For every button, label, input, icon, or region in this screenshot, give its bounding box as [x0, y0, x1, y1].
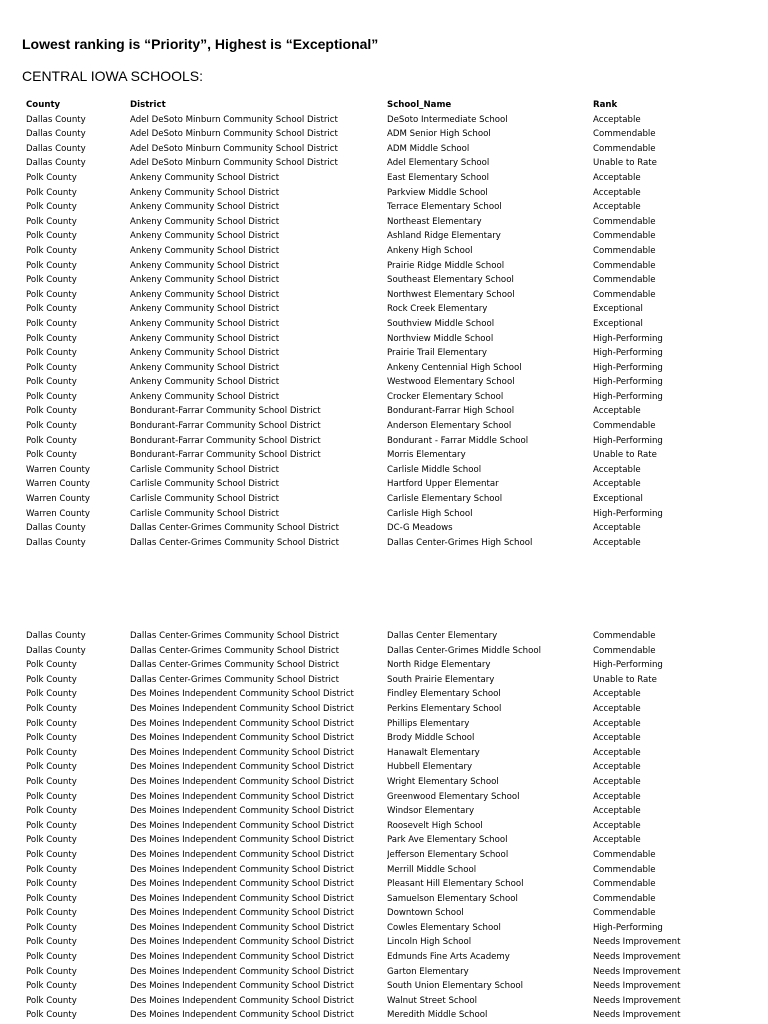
cell-rank: High-Performing — [593, 333, 663, 344]
cell-rank: Acceptable — [593, 187, 641, 198]
cell-district: Des Moines Independent Community School District — [130, 718, 354, 729]
page-subtitle: CENTRAL IOWA SCHOOLS: — [22, 68, 203, 84]
table-header-row — [0, 98, 768, 113]
table-row — [0, 848, 768, 863]
cell-district: Ankeny Community School District — [130, 275, 280, 286]
cell-rank: High-Performing — [593, 362, 663, 373]
table-row — [0, 463, 768, 478]
table-row — [0, 935, 768, 950]
cell-district: Dallas Center-Grimes Community School District — [130, 645, 339, 656]
table-row — [0, 492, 768, 507]
cell-rank: High-Performing — [593, 391, 663, 402]
cell-school-name: Jefferson Elementary School — [387, 849, 509, 860]
cell-district: Ankeny Community School District — [130, 318, 280, 329]
cell-county: Polk County — [26, 289, 77, 300]
table-row — [0, 702, 768, 717]
cell-county: Polk County — [26, 275, 77, 286]
column-header-county: County — [26, 100, 61, 110]
table-row — [0, 142, 768, 157]
cell-district: Adel DeSoto Minburn Community School District — [130, 129, 338, 140]
cell-rank: Acceptable — [593, 718, 641, 729]
cell-district: Bondurant-Farrar Community School District — [130, 450, 321, 461]
table-row — [0, 346, 768, 361]
cell-rank: High-Performing — [593, 922, 663, 933]
cell-rank: Acceptable — [593, 747, 641, 758]
table-row — [0, 390, 768, 405]
table-row — [0, 332, 768, 347]
cell-rank: High-Performing — [593, 508, 663, 519]
cell-rank: Needs Improvement — [593, 937, 681, 948]
cell-county: Polk County — [26, 450, 77, 461]
cell-county: Dallas County — [26, 129, 86, 140]
table-row — [0, 127, 768, 142]
cell-district: Adel DeSoto Minburn Community School District — [130, 158, 338, 169]
cell-county: Polk County — [26, 187, 77, 198]
table-row — [0, 361, 768, 376]
cell-district: Ankeny Community School District — [130, 216, 280, 227]
cell-rank: Acceptable — [593, 464, 641, 475]
table-row — [0, 833, 768, 848]
cell-rank: Acceptable — [593, 114, 641, 125]
cell-county: Polk County — [26, 966, 77, 977]
cell-county: Polk County — [26, 835, 77, 846]
cell-school-name: Crocker Elementary School — [387, 391, 504, 402]
cell-district: Des Moines Independent Community School District — [130, 703, 354, 714]
cell-county: Polk County — [26, 776, 77, 787]
cell-county: Polk County — [26, 435, 77, 446]
cell-school-name: Samuelson Elementary School — [387, 893, 518, 904]
table-row — [0, 658, 768, 673]
table-row — [0, 965, 768, 980]
cell-school-name: Ankeny Centennial High School — [387, 362, 522, 373]
cell-district: Ankeny Community School District — [130, 231, 280, 242]
cell-rank: Commendable — [593, 275, 656, 286]
cell-rank: Needs Improvement — [593, 966, 681, 977]
cell-school-name: Findley Elementary School — [387, 689, 501, 700]
cell-school-name: South Prairie Elementary — [387, 674, 495, 685]
cell-district: Ankeny Community School District — [130, 289, 280, 300]
table-row — [0, 215, 768, 230]
cell-district: Carlisle Community School District — [130, 494, 280, 505]
table-row — [0, 775, 768, 790]
cell-district: Ankeny Community School District — [130, 304, 280, 315]
cell-rank: Commendable — [593, 260, 656, 271]
table-row — [0, 746, 768, 761]
cell-county: Dallas County — [26, 645, 86, 656]
cell-county: Polk County — [26, 849, 77, 860]
cell-rank: Acceptable — [593, 202, 641, 213]
cell-county: Polk County — [26, 674, 77, 685]
table-row — [0, 979, 768, 994]
table-row — [0, 244, 768, 259]
cell-rank: Commendable — [593, 129, 656, 140]
cell-district: Des Moines Independent Community School District — [130, 835, 354, 846]
cell-rank: Needs Improvement — [593, 981, 681, 992]
table-row — [0, 288, 768, 303]
cell-county: Polk County — [26, 981, 77, 992]
table-row — [0, 644, 768, 659]
schools-table-section-2 — [0, 629, 768, 1023]
column-header-school-name: School_Name — [387, 100, 452, 110]
cell-school-name: Carlisle Middle School — [387, 464, 482, 475]
cell-rank: Acceptable — [593, 703, 641, 714]
cell-district: Dallas Center-Grimes Community School District — [130, 660, 339, 671]
cell-rank: Commendable — [593, 908, 656, 919]
cell-school-name: Hartford Upper Elementar — [387, 479, 499, 490]
cell-school-name: Northeast Elementary — [387, 216, 482, 227]
table-row — [0, 419, 768, 434]
cell-district: Des Moines Independent Community School District — [130, 689, 354, 700]
table-row — [0, 892, 768, 907]
cell-school-name: Hanawalt Elementary — [387, 747, 480, 758]
cell-school-name: Roosevelt High School — [387, 820, 483, 831]
cell-district: Ankeny Community School District — [130, 260, 280, 271]
table-row — [0, 877, 768, 892]
cell-district: Des Moines Independent Community School District — [130, 995, 354, 1006]
cell-rank: Commendable — [593, 245, 656, 256]
cell-school-name: Lincoln High School — [387, 937, 472, 948]
table-row — [0, 434, 768, 449]
cell-district: Des Moines Independent Community School District — [130, 966, 354, 977]
cell-county: Polk County — [26, 1010, 77, 1021]
cell-county: Polk County — [26, 864, 77, 875]
cell-district: Bondurant-Farrar Community School District — [130, 421, 321, 432]
table-row — [0, 921, 768, 936]
cell-rank: Acceptable — [593, 523, 641, 534]
table-row — [0, 760, 768, 775]
cell-district: Adel DeSoto Minburn Community School District — [130, 114, 338, 125]
cell-county: Dallas County — [26, 114, 86, 125]
cell-school-name: Brody Middle School — [387, 733, 475, 744]
cell-rank: Needs Improvement — [593, 1010, 681, 1021]
cell-rank: Acceptable — [593, 791, 641, 802]
cell-district: Carlisle Community School District — [130, 508, 280, 519]
table-row — [0, 536, 768, 551]
cell-school-name: Northwest Elementary School — [387, 289, 515, 300]
cell-school-name: Dallas Center Elementary — [387, 631, 498, 641]
cell-district: Des Moines Independent Community School District — [130, 952, 354, 963]
cell-district: Des Moines Independent Community School District — [130, 806, 354, 817]
table-row — [0, 156, 768, 171]
cell-district: Des Moines Independent Community School District — [130, 1010, 354, 1021]
cell-rank: Commendable — [593, 421, 656, 432]
cell-school-name: Park Ave Elementary School — [387, 835, 508, 846]
cell-rank: Acceptable — [593, 776, 641, 787]
cell-rank: Commendable — [593, 289, 656, 300]
cell-school-name: South Union Elementary School — [387, 981, 523, 992]
cell-rank: Acceptable — [593, 806, 641, 817]
cell-school-name: Edmunds Fine Arts Academy — [387, 952, 510, 963]
cell-district: Adel DeSoto Minburn Community School District — [130, 143, 338, 154]
cell-school-name: DC-G Meadows — [387, 523, 453, 534]
cell-rank: Acceptable — [593, 762, 641, 773]
cell-school-name: Windsor Elementary — [387, 806, 475, 817]
table-row — [0, 731, 768, 746]
cell-county: Polk County — [26, 304, 77, 315]
cell-county: Polk County — [26, 703, 77, 714]
cell-school-name: Carlisle High School — [387, 508, 473, 519]
cell-county: Polk County — [26, 893, 77, 904]
table-row — [0, 950, 768, 965]
cell-rank: Acceptable — [593, 835, 641, 846]
cell-school-name: Anderson Elementary School — [387, 421, 512, 432]
cell-district: Des Moines Independent Community School District — [130, 879, 354, 890]
cell-county: Polk County — [26, 762, 77, 773]
cell-county: Polk County — [26, 245, 77, 256]
schools-table-section-1 — [0, 98, 768, 550]
cell-rank: Exceptional — [593, 494, 643, 505]
cell-county: Dallas County — [26, 537, 86, 548]
table-row — [0, 273, 768, 288]
table-row — [0, 994, 768, 1009]
table-row — [0, 804, 768, 819]
cell-county: Warren County — [26, 494, 91, 505]
cell-county: Polk County — [26, 922, 77, 933]
table-row — [0, 448, 768, 463]
cell-county: Polk County — [26, 377, 77, 388]
cell-district: Des Moines Independent Community School District — [130, 893, 354, 904]
cell-county: Polk County — [26, 362, 77, 373]
cell-district: Ankeny Community School District — [130, 391, 280, 402]
cell-rank: Acceptable — [593, 479, 641, 490]
cell-district: Dallas Center-Grimes Community School District — [130, 631, 339, 641]
table-row — [0, 717, 768, 732]
cell-county: Polk County — [26, 318, 77, 329]
cell-school-name: Cowles Elementary School — [387, 922, 501, 933]
cell-county: Polk County — [26, 718, 77, 729]
table-row — [0, 113, 768, 128]
cell-county: Polk County — [26, 406, 77, 417]
cell-school-name: Merrill Middle School — [387, 864, 477, 875]
cell-county: Polk County — [26, 333, 77, 344]
cell-district: Des Moines Independent Community School District — [130, 937, 354, 948]
cell-rank: Acceptable — [593, 406, 641, 417]
cell-school-name: Walnut Street School — [387, 995, 477, 1006]
table-row — [0, 375, 768, 390]
table-row — [0, 521, 768, 536]
cell-rank: Commendable — [593, 849, 656, 860]
cell-rank: Needs Improvement — [593, 995, 681, 1006]
cell-rank: Unable to Rate — [593, 674, 657, 685]
table-row — [0, 906, 768, 921]
cell-rank: Acceptable — [593, 537, 641, 548]
cell-school-name: Pleasant Hill Elementary School — [387, 879, 524, 890]
table-row — [0, 819, 768, 834]
cell-district: Ankeny Community School District — [130, 377, 280, 388]
cell-school-name: Meredith Middle School — [387, 1010, 488, 1021]
cell-school-name: DeSoto Intermediate School — [387, 114, 508, 125]
cell-school-name: Prairie Trail Elementary — [387, 348, 487, 359]
cell-county: Warren County — [26, 464, 91, 475]
cell-district: Des Moines Independent Community School District — [130, 820, 354, 831]
cell-district: Des Moines Independent Community School District — [130, 849, 354, 860]
cell-school-name: Rock Creek Elementary — [387, 304, 488, 315]
cell-district: Des Moines Independent Community School District — [130, 733, 354, 744]
cell-district: Des Moines Independent Community School District — [130, 908, 354, 919]
cell-rank: Acceptable — [593, 689, 641, 700]
cell-county: Polk County — [26, 879, 77, 890]
table-row — [0, 863, 768, 878]
cell-school-name: Parkview Middle School — [387, 187, 488, 198]
cell-county: Polk County — [26, 660, 77, 671]
cell-district: Des Moines Independent Community School District — [130, 981, 354, 992]
cell-school-name: Wright Elementary School — [387, 776, 499, 787]
cell-county: Polk County — [26, 172, 77, 183]
table-row — [0, 229, 768, 244]
cell-district: Ankeny Community School District — [130, 348, 280, 359]
cell-school-name: ADM Middle School — [387, 143, 470, 154]
cell-district: Des Moines Independent Community School District — [130, 747, 354, 758]
cell-district: Des Moines Independent Community School District — [130, 791, 354, 802]
cell-rank: Exceptional — [593, 318, 643, 329]
cell-district: Des Moines Independent Community School District — [130, 864, 354, 875]
cell-school-name: Ankeny High School — [387, 245, 473, 256]
cell-district: Des Moines Independent Community School District — [130, 776, 354, 787]
cell-rank: Exceptional — [593, 304, 643, 315]
cell-district: Ankeny Community School District — [130, 187, 280, 198]
cell-district: Dallas Center-Grimes Community School District — [130, 674, 339, 685]
cell-school-name: Carlisle Elementary School — [387, 494, 503, 505]
cell-district: Dallas Center-Grimes Community School District — [130, 523, 339, 534]
cell-district: Ankeny Community School District — [130, 333, 280, 344]
table-row — [0, 790, 768, 805]
cell-rank: Commendable — [593, 645, 656, 656]
cell-rank: Unable to Rate — [593, 450, 657, 461]
cell-school-name: Adel Elementary School — [387, 158, 490, 169]
cell-county: Polk County — [26, 806, 77, 817]
cell-school-name: Bondurant-Farrar High School — [387, 406, 515, 417]
cell-rank: Commendable — [593, 864, 656, 875]
table-row — [0, 477, 768, 492]
cell-county: Polk County — [26, 747, 77, 758]
table-row — [0, 1008, 768, 1023]
column-header-rank: Rank — [593, 100, 618, 110]
cell-rank: High-Performing — [593, 435, 663, 446]
cell-rank: Commendable — [593, 893, 656, 904]
cell-school-name: Terrace Elementary School — [387, 202, 502, 213]
table-row — [0, 302, 768, 317]
cell-county: Polk County — [26, 231, 77, 242]
cell-county: Polk County — [26, 937, 77, 948]
table-row — [0, 629, 768, 644]
cell-county: Polk County — [26, 391, 77, 402]
cell-county: Dallas County — [26, 158, 86, 169]
cell-county: Warren County — [26, 508, 91, 519]
table-row — [0, 171, 768, 186]
table-row — [0, 317, 768, 332]
cell-rank: Acceptable — [593, 820, 641, 831]
cell-district: Des Moines Independent Community School District — [130, 762, 354, 773]
cell-rank: Acceptable — [593, 172, 641, 183]
cell-school-name: Dallas Center-Grimes Middle School — [387, 645, 542, 656]
cell-district: Dallas Center-Grimes Community School District — [130, 537, 339, 548]
cell-rank: High-Performing — [593, 660, 663, 671]
cell-rank: Commendable — [593, 231, 656, 242]
cell-county: Warren County — [26, 479, 91, 490]
cell-district: Ankeny Community School District — [130, 202, 280, 213]
cell-rank: Unable to Rate — [593, 158, 657, 169]
cell-school-name: Southview Middle School — [387, 318, 495, 329]
cell-school-name: East Elementary School — [387, 172, 490, 183]
table-row — [0, 507, 768, 522]
cell-rank: High-Performing — [593, 377, 663, 388]
cell-school-name: Garton Elementary — [387, 966, 469, 977]
cell-county: Dallas County — [26, 143, 86, 154]
cell-county: Polk County — [26, 791, 77, 802]
cell-county: Polk County — [26, 348, 77, 359]
cell-rank: Needs Improvement — [593, 952, 681, 963]
cell-school-name: Phillips Elementary — [387, 718, 470, 729]
cell-school-name: Dallas Center-Grimes High School — [387, 537, 533, 548]
cell-district: Bondurant-Farrar Community School District — [130, 435, 321, 446]
cell-school-name: Bondurant - Farrar Middle School — [387, 435, 529, 446]
cell-district: Carlisle Community School District — [130, 479, 280, 490]
cell-school-name: Perkins Elementary School — [387, 703, 502, 714]
cell-school-name: Hubbell Elementary — [387, 762, 473, 773]
cell-school-name: Westwood Elementary School — [387, 377, 515, 388]
cell-school-name: Greenwood Elementary School — [387, 791, 520, 802]
cell-school-name: Downtown School — [387, 908, 464, 919]
cell-county: Polk County — [26, 260, 77, 271]
cell-rank: Acceptable — [593, 733, 641, 744]
cell-county: Polk County — [26, 689, 77, 700]
cell-county: Polk County — [26, 995, 77, 1006]
cell-district: Carlisle Community School District — [130, 464, 280, 475]
table-row — [0, 186, 768, 201]
cell-county: Dallas County — [26, 523, 86, 534]
cell-rank: Commendable — [593, 879, 656, 890]
table-row — [0, 259, 768, 274]
cell-county: Polk County — [26, 908, 77, 919]
table-row — [0, 404, 768, 419]
cell-school-name: Ashland Ridge Elementary — [387, 231, 501, 242]
cell-county: Polk County — [26, 952, 77, 963]
column-header-district: District — [130, 100, 166, 110]
cell-district: Des Moines Independent Community School District — [130, 922, 354, 933]
cell-school-name: ADM Senior High School — [387, 129, 491, 140]
cell-county: Polk County — [26, 733, 77, 744]
cell-district: Ankeny Community School District — [130, 362, 280, 373]
cell-district: Ankeny Community School District — [130, 245, 280, 256]
cell-county: Polk County — [26, 202, 77, 213]
cell-school-name: Prairie Ridge Middle School — [387, 260, 505, 271]
cell-rank: Commendable — [593, 631, 656, 641]
cell-county: Polk County — [26, 421, 77, 432]
cell-county: Polk County — [26, 820, 77, 831]
cell-rank: Commendable — [593, 216, 656, 227]
cell-rank: Commendable — [593, 143, 656, 154]
ranking-note: Lowest ranking is “Priority”, Highest is “Exceptional” — [22, 36, 379, 52]
table-row — [0, 673, 768, 688]
cell-school-name: Northview Middle School — [387, 333, 494, 344]
table-row — [0, 200, 768, 215]
cell-county: Dallas County — [26, 631, 86, 641]
cell-school-name: Southeast Elementary School — [387, 275, 514, 286]
table-row — [0, 687, 768, 702]
cell-school-name: Morris Elementary — [387, 450, 466, 461]
cell-district: Ankeny Community School District — [130, 172, 280, 183]
cell-county: Polk County — [26, 216, 77, 227]
cell-rank: High-Performing — [593, 348, 663, 359]
cell-school-name: North Ridge Elementary — [387, 660, 491, 671]
cell-district: Bondurant-Farrar Community School District — [130, 406, 321, 417]
